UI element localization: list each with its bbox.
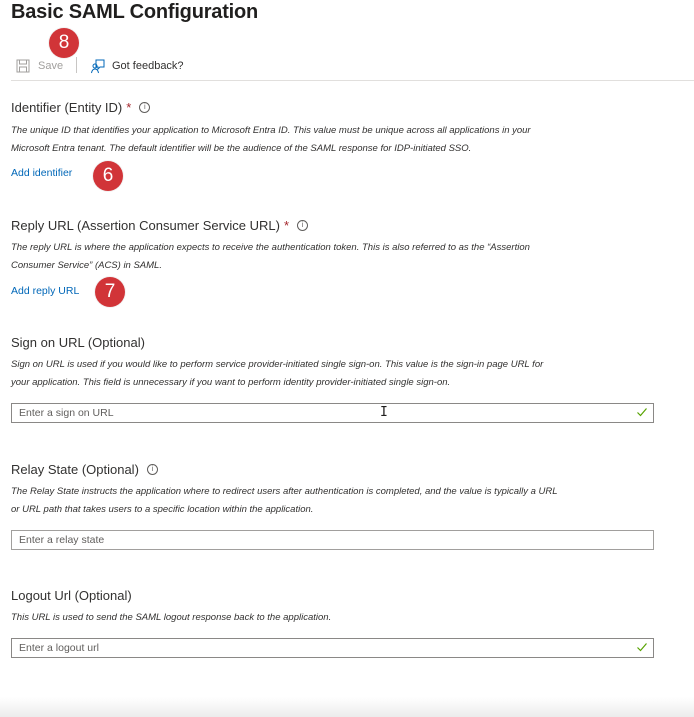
relay-state-placeholder: Enter a relay state — [19, 534, 105, 546]
identifier-label — [11, 100, 150, 115]
identifier-label-text: Identifier (Entity ID) — [11, 100, 123, 115]
relay-state-label — [11, 462, 158, 477]
feedback-button[interactable] — [90, 56, 184, 76]
relay-state-description-line: or URL path that takes users to a specific location within the application. — [11, 504, 314, 515]
checkmark-icon — [636, 641, 648, 653]
toolbar-divider — [76, 57, 77, 73]
reply-url-description-line: The reply URL is where the application expects to receive the authentication token. This is also referred to as the “Assertion — [11, 242, 530, 253]
step-badge-7: 7 — [95, 277, 125, 307]
save-icon — [16, 59, 30, 73]
step-badge-6: 6 — [93, 161, 123, 191]
reply-url-label — [11, 218, 308, 233]
required-mark: * — [284, 218, 290, 233]
step-badge-8: 8 — [49, 28, 79, 58]
identifier-description-line: The unique ID that identifies your application to Microsoft Entra ID. This value must be unique across all applications in your — [11, 125, 531, 136]
sign-on-url-placeholder: Enter a sign on URL — [19, 407, 114, 419]
sign-on-url-label-text: Sign on URL (Optional) — [11, 335, 145, 350]
reply-url-label-text: Reply URL (Assertion Consumer Service URL) — [11, 218, 280, 233]
logout-url-input[interactable] — [11, 638, 654, 658]
info-icon[interactable]: i — [139, 102, 150, 113]
sign-on-url-label — [11, 335, 145, 350]
relay-state-label-text: Relay State (Optional) — [11, 462, 139, 477]
checkmark-icon — [636, 406, 648, 418]
relay-state-description — [11, 483, 631, 519]
required-mark: * — [126, 100, 132, 115]
relay-state-description-line: The Relay State instructs the application where to redirect users after authentication is completed, and the value is typically a URL — [11, 486, 558, 497]
save-button[interactable] — [16, 56, 63, 76]
sign-on-url-input[interactable] — [11, 403, 654, 423]
sign-on-url-description-line: your application. This field is unnecessary if you want to perform identity provider-initiated single sign-on. — [11, 377, 451, 388]
page-title: Basic SAML Configuration — [11, 1, 259, 23]
save-label: Save — [38, 60, 64, 72]
reply-url-description — [11, 239, 631, 275]
identifier-description-line: Microsoft Entra tenant. The default identifier will be the audience of the SAML response for IDP-initiated SSO. — [11, 143, 472, 154]
reply-url-description-line: Consumer Service” (ACS) in SAML. — [11, 260, 162, 271]
add-reply-url-link[interactable]: Add reply URL — [11, 285, 80, 297]
text-cursor-icon: I — [380, 405, 388, 420]
logout-url-label-text: Logout Url (Optional) — [11, 588, 132, 603]
feedback-label: Got feedback? — [112, 60, 184, 72]
info-icon[interactable]: i — [147, 464, 158, 475]
logout-url-description-line: This URL is used to send the SAML logout response back to the application. — [11, 612, 332, 623]
logout-url-placeholder: Enter a logout url — [19, 642, 99, 654]
add-identifier-link[interactable]: Add identifier — [11, 167, 73, 179]
logout-url-description — [11, 609, 631, 627]
identifier-description — [11, 122, 631, 158]
info-icon[interactable]: i — [297, 220, 308, 231]
relay-state-input[interactable] — [11, 530, 654, 550]
feedback-icon — [90, 58, 106, 74]
sign-on-url-description-line: Sign on URL is used if you would like to perform service provider-initiated single sign-on. This value is the sign-in page URL for — [11, 359, 544, 370]
panel-footer-shadow — [0, 697, 694, 717]
logout-url-label — [11, 588, 132, 603]
command-bar — [11, 54, 694, 81]
sign-on-url-description — [11, 356, 631, 392]
